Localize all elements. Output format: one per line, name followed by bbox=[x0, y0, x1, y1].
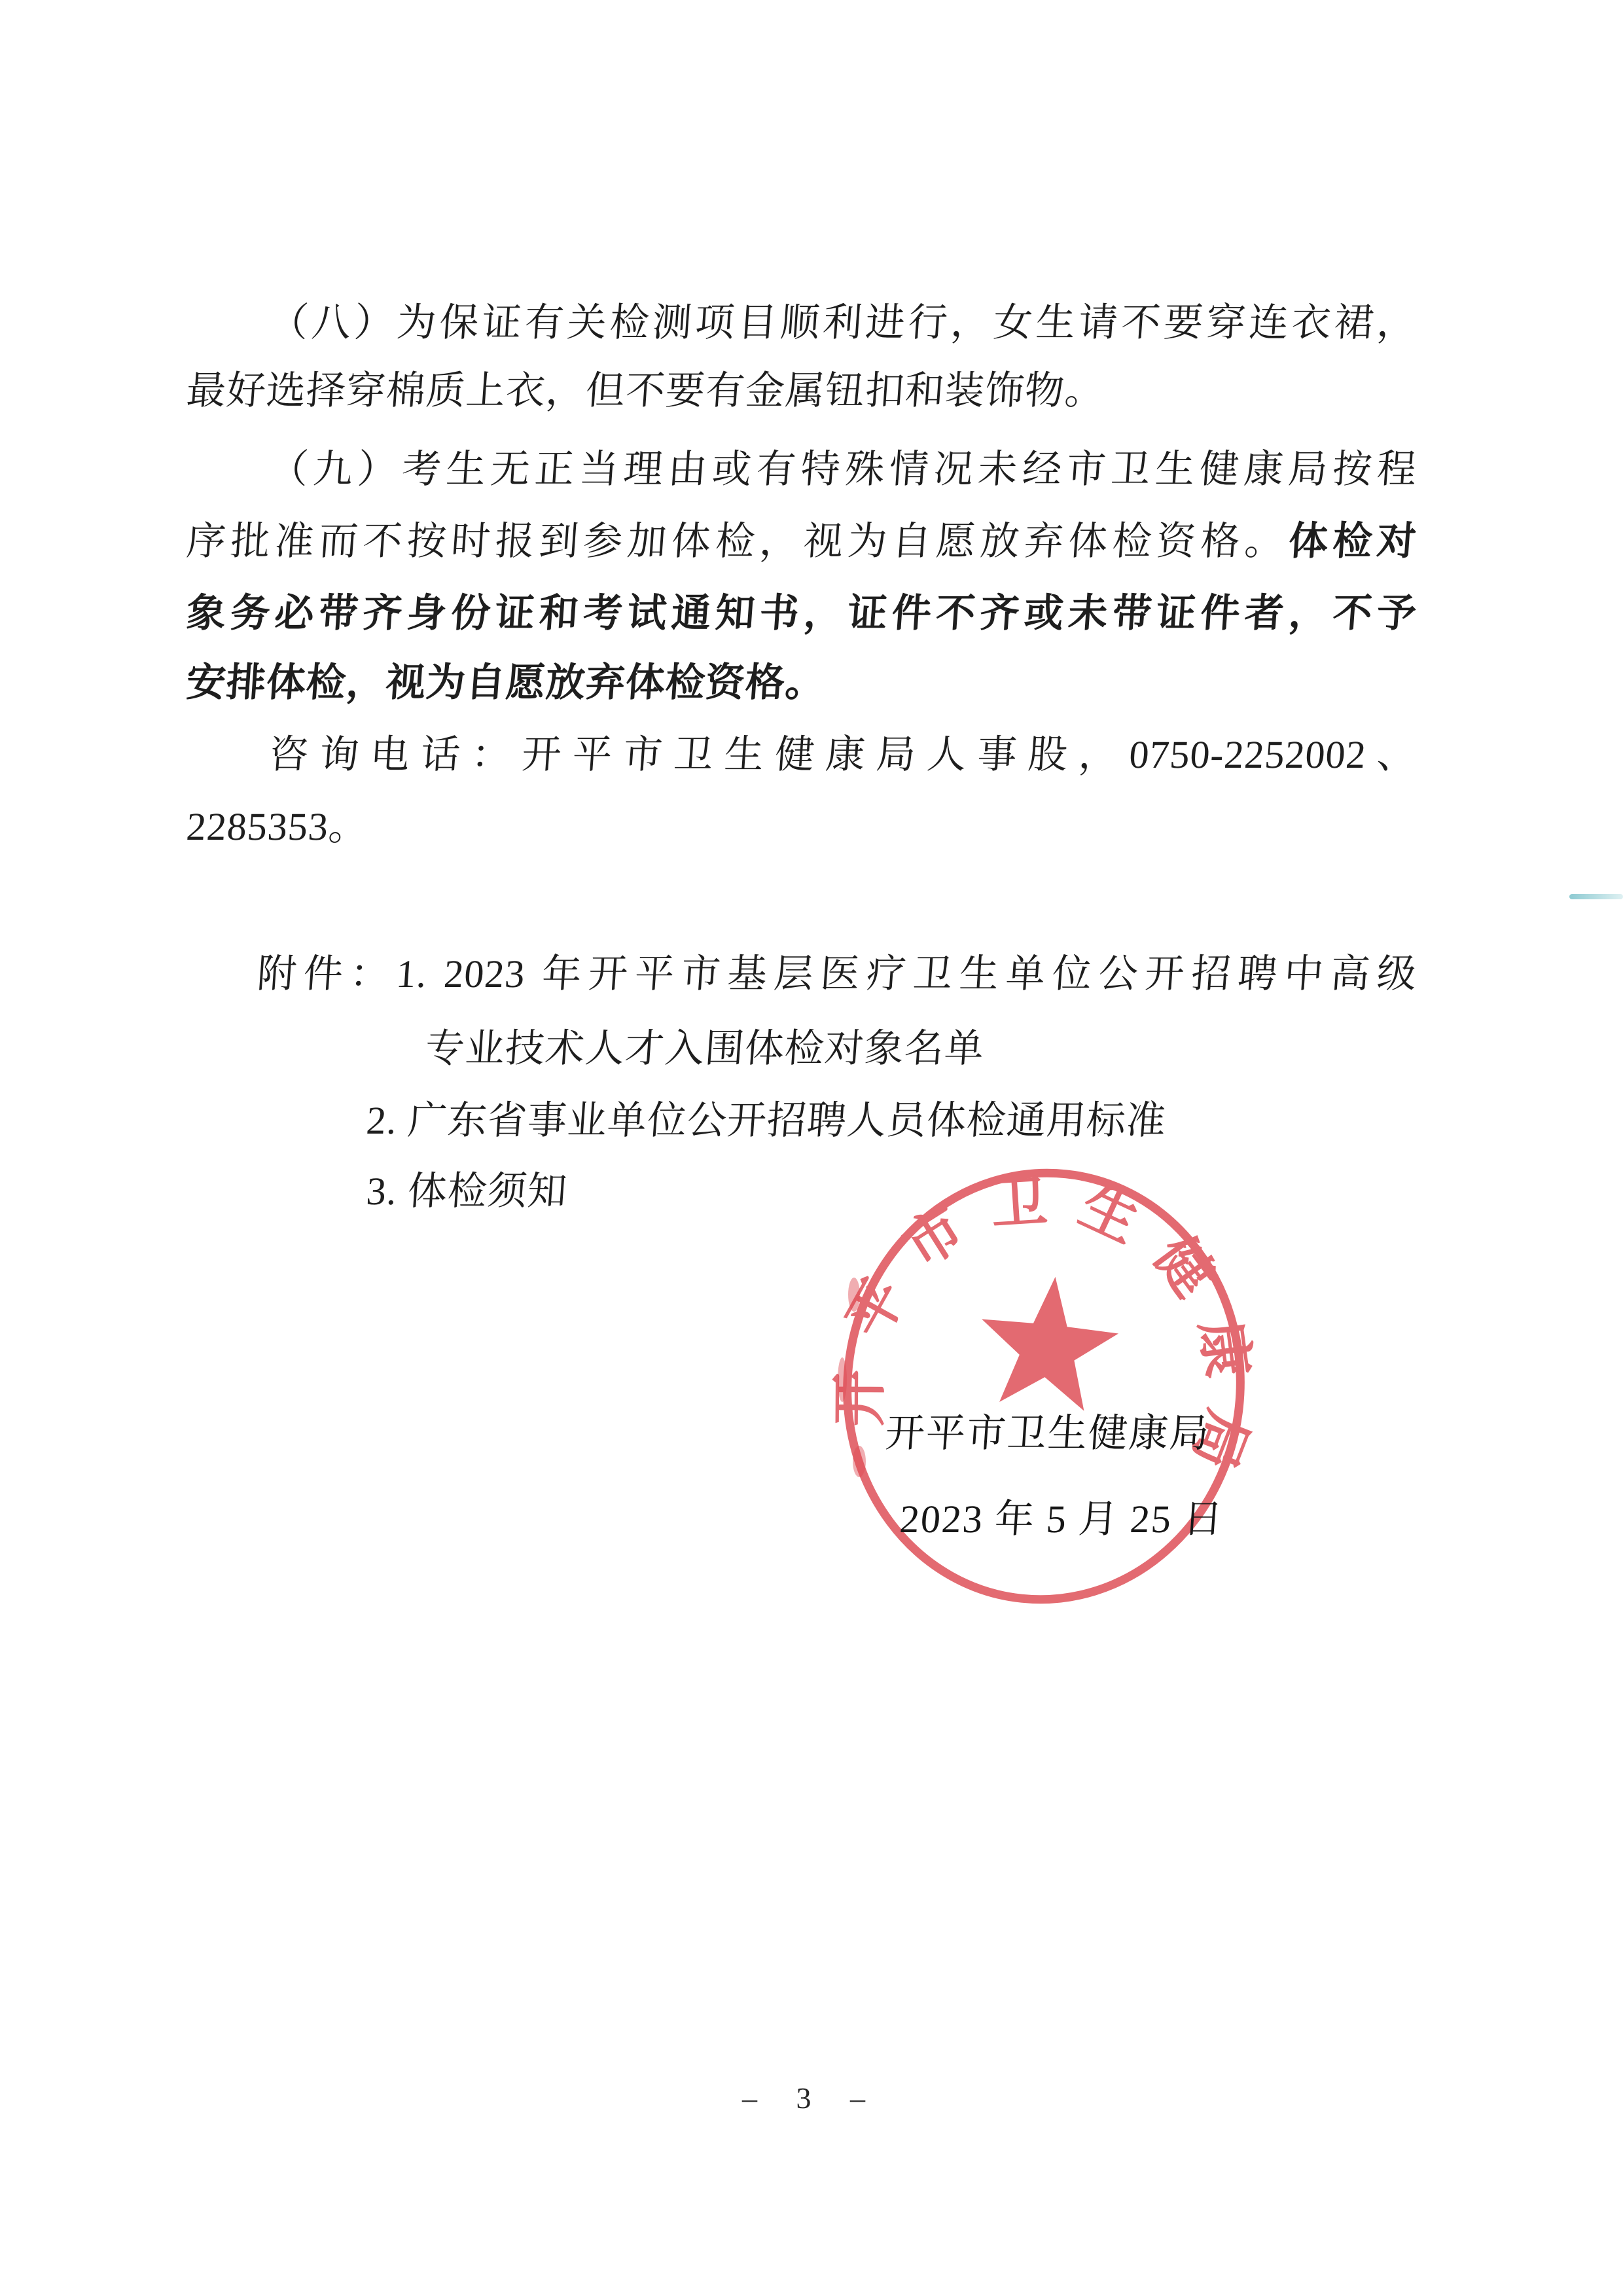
text-segment-bold: 安排体检，视为自愿放弃体检资格。 bbox=[185, 661, 827, 704]
text-line bbox=[185, 297, 1418, 348]
scan-artifact bbox=[1569, 894, 1623, 899]
text-line bbox=[185, 588, 1418, 639]
text-segment: 咨询电话：开平市卫生健康局人事股， bbox=[267, 733, 1131, 776]
text-line bbox=[185, 657, 1418, 708]
attachment-line: 3. 体检须知 bbox=[365, 1170, 569, 1213]
text-line bbox=[185, 801, 1418, 852]
text-segment-bold: 象务必带齐身份证和考试通知书，证件不齐或未带证件者，不予 bbox=[185, 592, 1419, 635]
text-segment: 2285353。 bbox=[185, 805, 370, 848]
text-segment-bold: 体检对 bbox=[1287, 520, 1419, 563]
attachment-line: 附件：1. 2023 年开平市基层医疗卫生单位公开招聘中高级 bbox=[255, 952, 1419, 996]
text-segment: （八）为保证有关检测项目顺利进行，女生请不要穿连衣裙， bbox=[267, 301, 1419, 344]
text-line bbox=[185, 444, 1418, 495]
signature-date: 2023 年 5 月 25 日 bbox=[898, 1498, 1226, 1541]
text-segment: 最好选择穿棉质上衣，但不要有金属钮扣和装饰物。 bbox=[185, 369, 1107, 412]
text-line bbox=[185, 516, 1418, 567]
page-number: – 3 – bbox=[742, 2081, 881, 2115]
text-line bbox=[185, 365, 1418, 416]
text-line bbox=[185, 729, 1418, 780]
attachment-line: 专业技术人才入围体检对象名单 bbox=[423, 1027, 986, 1070]
text-segment: （九）考生无正当理由或有特殊情况未经市卫生健康局按程 bbox=[267, 448, 1419, 491]
text-segment: 序批准而不按时报到参加体检，视为自愿放弃体检资格。 bbox=[185, 520, 1291, 563]
seal-star-icon bbox=[973, 1270, 1124, 1414]
official-seal bbox=[749, 1092, 1338, 1681]
text-segment: 0750-2252002、 bbox=[1128, 733, 1419, 776]
attachment-line: 2. 广东省事业单位公开招聘人员体检通用标准 bbox=[365, 1099, 1168, 1142]
signature-org: 开平市卫生健康局 bbox=[883, 1412, 1212, 1455]
seal-arc-text: 开平市卫生健康局 bbox=[828, 1168, 1263, 1502]
